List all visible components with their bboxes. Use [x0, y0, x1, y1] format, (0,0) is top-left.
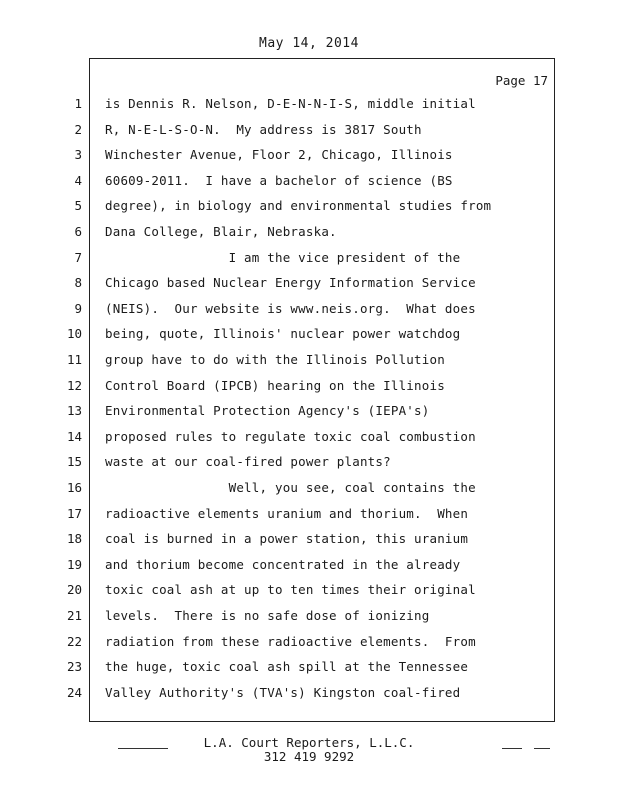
line-text: levels. There is no safe dose of ionizing	[105, 608, 430, 623]
line-text: Control Board (IPCB) hearing on the Illinois	[105, 378, 445, 393]
page-number: Page 17	[495, 73, 548, 88]
line-number: 6	[74, 224, 82, 239]
line-text: radiation from these radioactive elements. From	[105, 634, 476, 649]
line-number: 7	[74, 250, 82, 265]
line-text: the huge, toxic coal ash spill at the Tennessee	[105, 659, 469, 674]
line-text: toxic coal ash at up to ten times their original	[105, 582, 476, 597]
line-number: 16	[66, 480, 82, 495]
line-number: 22	[66, 634, 82, 649]
line-text: proposed rules to regulate toxic coal combustion	[105, 429, 476, 444]
line-number: 17	[66, 506, 82, 521]
line-number: 23	[66, 659, 82, 674]
line-text: I am the vice president of the	[105, 250, 461, 265]
footer-phone: 312 419 9292	[263, 749, 355, 764]
line-number: 15	[66, 454, 82, 469]
line-number: 11	[66, 352, 82, 367]
line-text: coal is burned in a power station, this uranium	[105, 531, 469, 546]
line-text: Dana College, Blair, Nebraska.	[105, 224, 337, 239]
line-number: 12	[66, 378, 82, 393]
line-text: waste at our coal-fired power plants?	[105, 454, 391, 469]
line-number: 4	[74, 173, 82, 188]
line-text: Winchester Avenue, Floor 2, Chicago, Illinois	[105, 147, 453, 162]
line-text: is Dennis R. Nelson, D-E-N-N-I-S, middle initial	[105, 96, 476, 111]
line-number: 18	[66, 531, 82, 546]
line-text: group have to do with the Illinois Pollution	[105, 352, 445, 367]
footer-company: L.A. Court Reporters, L.L.C.	[203, 735, 415, 750]
line-text: and thorium become concentrated in the already	[105, 557, 461, 572]
line-number: 9	[74, 301, 82, 316]
line-number: 8	[74, 275, 82, 290]
line-text: R, N-E-L-S-O-N. My address is 3817 South	[105, 122, 422, 137]
line-text: being, quote, Illinois' nuclear power watchdog	[105, 326, 461, 341]
line-number: 10	[66, 326, 82, 341]
line-text: Chicago based Nuclear Energy Information Service	[105, 275, 476, 290]
line-number: 14	[66, 429, 82, 444]
line-number: 13	[66, 403, 82, 418]
line-number: 19	[66, 557, 82, 572]
line-text: Well, you see, coal contains the	[105, 480, 476, 495]
transcript-date: May 14, 2014	[259, 36, 359, 51]
line-text: Environmental Protection Agency's (IEPA's)	[105, 403, 430, 418]
line-text: radioactive elements uranium and thorium. When	[105, 506, 469, 521]
line-text: 60609-2011. I have a bachelor of science (BS	[105, 173, 453, 188]
line-number: 5	[74, 198, 82, 213]
line-number: 1	[74, 96, 82, 111]
line-number: 20	[66, 582, 82, 597]
line-text: degree), in biology and environmental studies from	[105, 198, 492, 213]
line-number: 24	[66, 685, 82, 700]
line-text: (NEIS). Our website is www.neis.org. What does	[105, 301, 476, 316]
line-number: 3	[74, 147, 82, 162]
line-number: 21	[66, 608, 82, 623]
line-number: 2	[74, 122, 82, 137]
line-text: Valley Authority's (TVA's) Kingston coal-fired	[105, 685, 461, 700]
